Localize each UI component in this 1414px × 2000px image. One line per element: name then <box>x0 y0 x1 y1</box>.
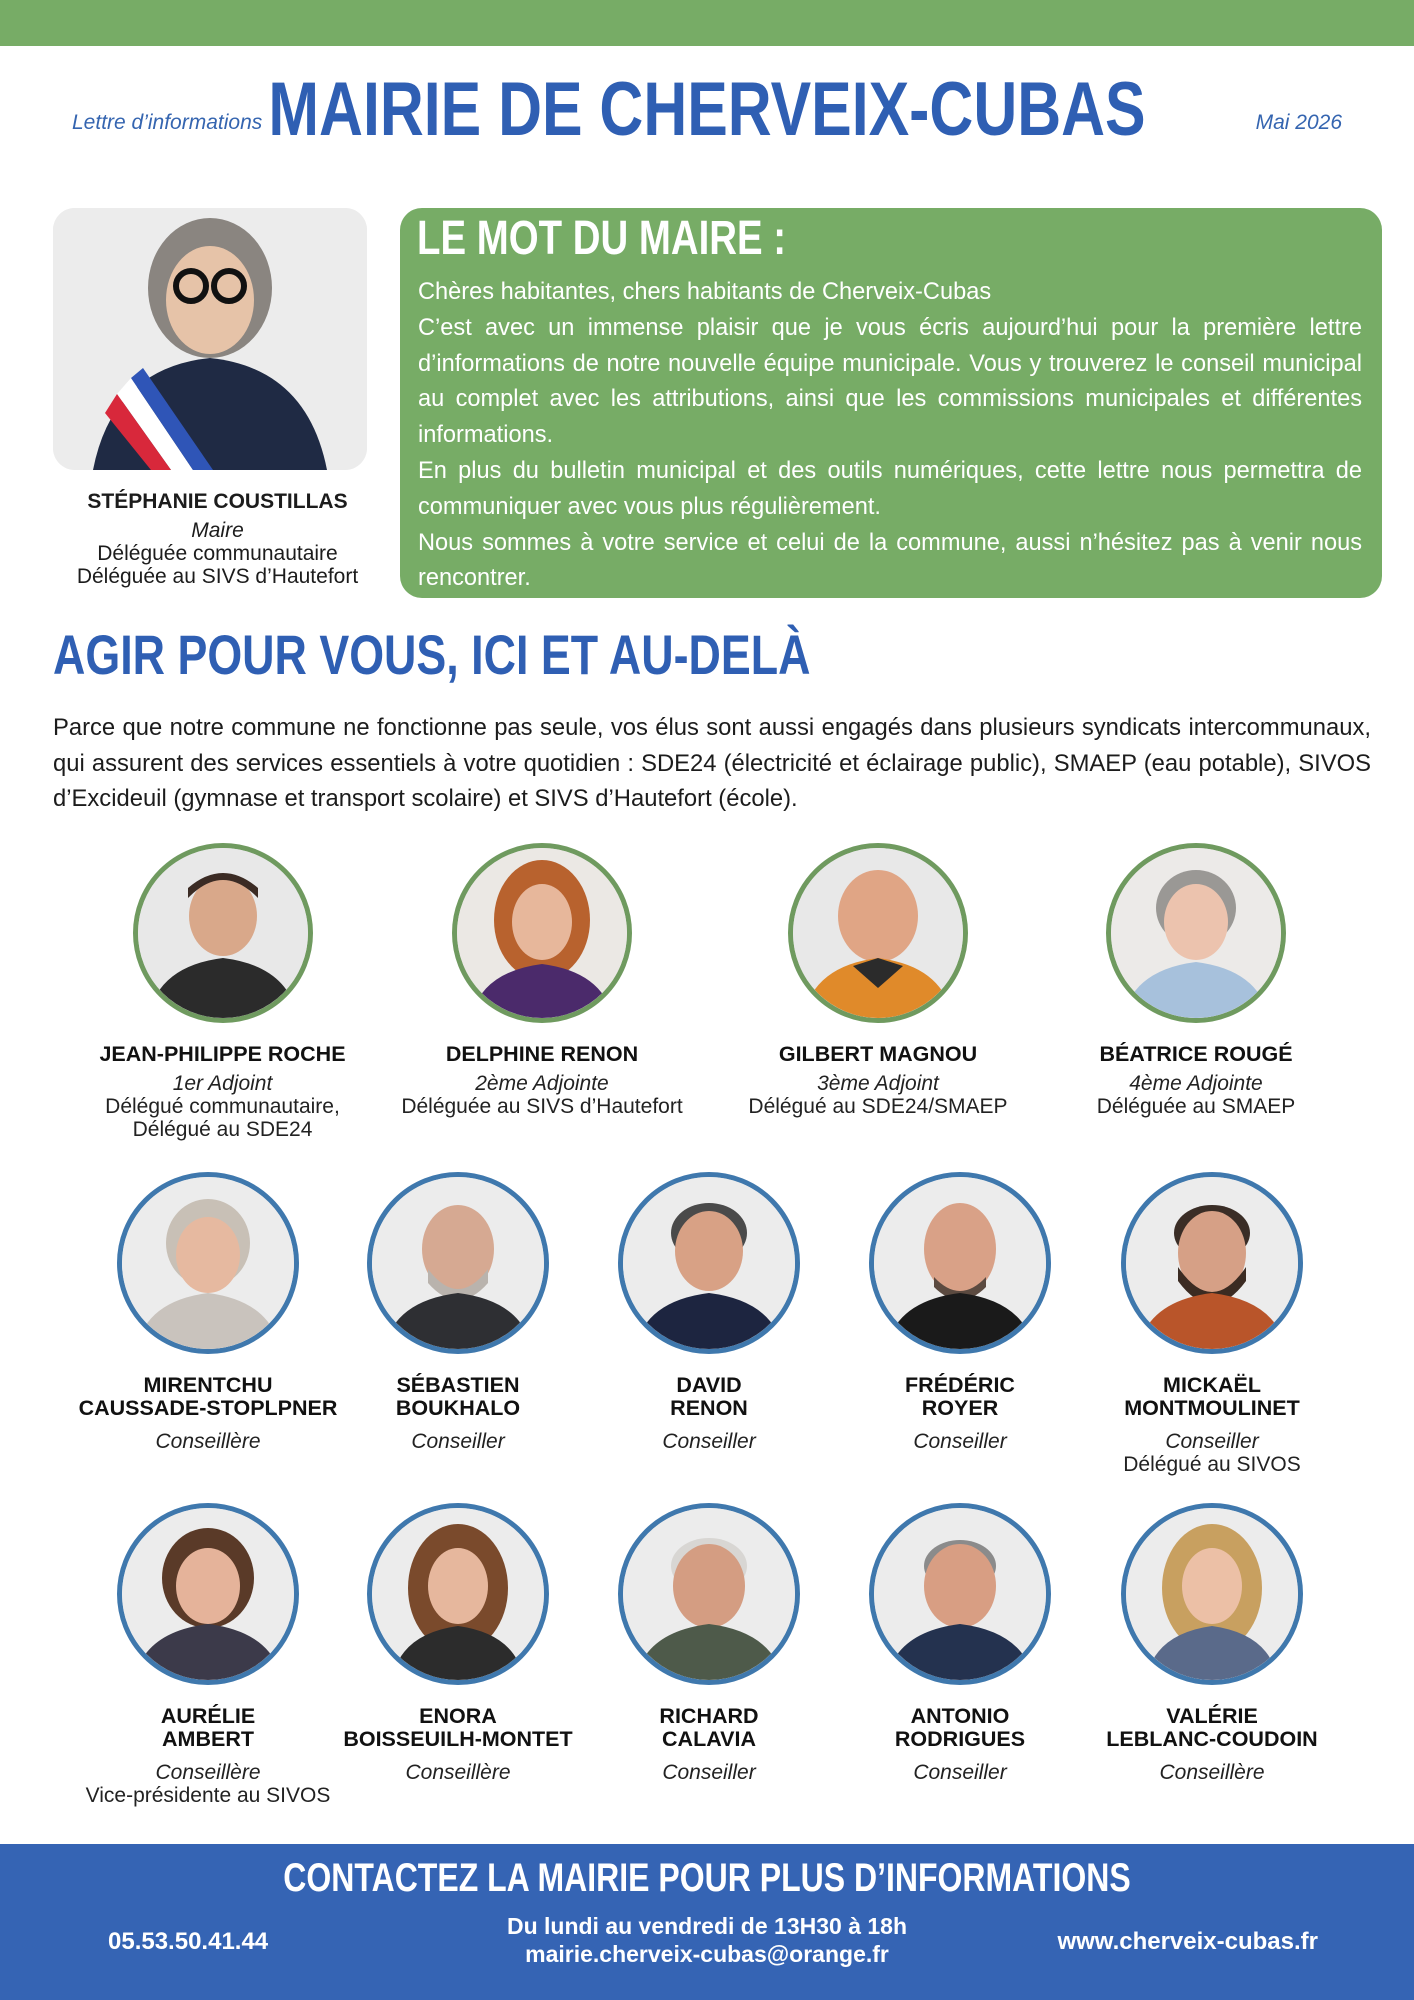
portrait-icon <box>874 1177 1046 1349</box>
member-name <box>1062 1705 1362 1751</box>
member-last-name: CAUSSADE-STOPLPNER <box>78 1396 338 1420</box>
member-card <box>1062 1503 1362 1784</box>
member-last-name: BOISSEUILH-MONTET <box>343 1727 573 1751</box>
member-last-name: RODRIGUES <box>894 1727 1026 1751</box>
member-role-title: 3ème Adjoint <box>817 1072 939 1095</box>
member-photo <box>452 843 632 1023</box>
member-first-name: ANTONIO <box>910 1704 1010 1728</box>
member-name: GILBERT MAGNOU <box>778 1042 978 1066</box>
website-link[interactable]: www.cherveix-cubas.fr <box>1057 1928 1318 1955</box>
member-role <box>1062 1761 1362 1784</box>
member-role-title: Conseillère <box>1159 1761 1265 1784</box>
mayor-message-line: Chères habitantes, chers habitants de Cherveix-Cubas <box>418 279 992 305</box>
member-photo <box>117 1172 299 1354</box>
portrait-icon <box>138 848 308 1018</box>
mayor-photo <box>53 208 367 470</box>
issue-date: Mai 2026 <box>1255 111 1342 134</box>
member-card <box>1062 1172 1362 1476</box>
member-first-name: VALÉRIE <box>1166 1704 1258 1728</box>
portrait-icon <box>793 848 963 1018</box>
member-role-line: Déléguée au SMAEP <box>1096 1095 1296 1118</box>
member-name <box>1062 1374 1362 1420</box>
member-last-name: AMBERT <box>162 1727 254 1751</box>
member-photo <box>117 1503 299 1685</box>
member-last-name: MONTMOULINET <box>1124 1396 1300 1420</box>
portrait-icon <box>457 848 627 1018</box>
member-role-title: 1er Adjoint <box>172 1072 273 1095</box>
member-role-title: Conseillère <box>405 1761 511 1784</box>
member-card <box>65 843 380 1141</box>
member-name: BÉATRICE ROUGÉ <box>1099 1042 1293 1066</box>
member-role-title: Conseillère <box>155 1761 261 1784</box>
member-photo <box>788 843 968 1023</box>
member-first-name: AURÉLIE <box>160 1704 256 1728</box>
member-first-name: SÉBASTIEN <box>396 1373 520 1397</box>
member-card <box>1036 843 1356 1118</box>
member-first-name: MIRENTCHU <box>143 1373 273 1397</box>
member-last-name: BOUKHALO <box>395 1396 521 1420</box>
portrait-icon <box>1111 848 1281 1018</box>
member-role-line: Vice-présidente au SIVOS <box>85 1784 331 1807</box>
member-role-line: Déléguée au SIVS d’Hautefort <box>401 1095 683 1118</box>
member-role <box>1036 1072 1356 1118</box>
member-photo <box>869 1503 1051 1685</box>
phone-number[interactable]: 05.53.50.41.44 <box>108 1928 269 1955</box>
member-photo <box>1121 1503 1303 1685</box>
member-role-title: Conseiller <box>662 1430 756 1453</box>
mayor-message-title: LE MOT DU MAIRE : <box>417 212 787 265</box>
member-last-name: ROYER <box>921 1396 999 1420</box>
portrait-icon <box>1126 1177 1298 1349</box>
member-role-line: Délégué communautaire, <box>105 1095 340 1118</box>
member-card <box>382 843 702 1118</box>
member-first-name: ENORA <box>419 1704 497 1728</box>
member-first-name: RICHARD <box>659 1704 759 1728</box>
member-role <box>382 1072 702 1118</box>
page-title: MAIRIE DE CHERVEIX-CUBAS <box>268 67 1146 152</box>
mayor-role-line: Déléguée communautaire <box>97 542 338 565</box>
member-last-name: CALAVIA <box>662 1727 756 1751</box>
member-role-title: Conseillère <box>155 1430 261 1453</box>
portrait-icon <box>623 1177 795 1349</box>
member-photo <box>869 1172 1051 1354</box>
email-link[interactable]: mairie.cherveix-cubas@orange.fr <box>525 1941 889 1967</box>
section-title-agir: AGIR POUR VOUS, ICI ET AU-DELÀ <box>53 623 811 686</box>
member-photo <box>1106 843 1286 1023</box>
portrait-icon <box>122 1508 294 1680</box>
member-role-title: 4ème Adjointe <box>1129 1072 1263 1095</box>
member-role-line: Délégué au SDE24 <box>132 1118 313 1141</box>
member-role-title: Conseiller <box>662 1761 756 1784</box>
member-card <box>718 843 1038 1118</box>
member-role-title: Conseiller <box>913 1761 1007 1784</box>
mayor-role-line: Déléguée au SIVS d’Hautefort <box>76 565 359 588</box>
section-text-agir: Parce que notre commune ne fonctionne pas seule, vos élus sont aussi engagés dans plusieurs syndicats intercommunaux, qui assurent des services essentiels à votre quotidien : SDE24 (électricité et éclairage public), SMAEP (eau potable), SIVOS d’Excideuil (gymnase et transport scolaire) et SIVS d’Hautefort (école). <box>53 714 1371 812</box>
portrait-icon <box>372 1177 544 1349</box>
member-role-title: Conseiller <box>913 1430 1007 1453</box>
member-first-name: DAVID <box>676 1373 742 1397</box>
member-role-title: 2ème Adjointe <box>475 1072 609 1095</box>
member-photo <box>618 1503 800 1685</box>
mayor-roles <box>30 519 405 588</box>
member-name: DELPHINE RENON <box>445 1042 639 1066</box>
member-last-name: RENON <box>670 1396 748 1420</box>
opening-hours: Du lundi au vendredi de 13H30 à 18h <box>506 1913 908 1939</box>
footer-title: CONTACTEZ LA MAIRIE POUR PLUS D’INFORMATIONS <box>283 1856 1131 1900</box>
portrait-icon <box>122 1177 294 1349</box>
member-photo <box>1121 1172 1303 1354</box>
mayor-message-line: Nous sommes à votre service et celui de la commune, aussi n’hésitez pas à venir nous rencontrer. <box>418 529 1362 592</box>
mayor-portrait-icon <box>53 208 367 470</box>
newsletter-label: Lettre d’informations <box>72 111 263 134</box>
mayor-message-line: C’est avec un immense plaisir que je vous écris aujourd’hui pour la première lettre d’informations de notre nouvelle équipe municipale. Vous y trouverez le conseil municipal au complet avec les attributions, ainsi que les commissions municipales et différentes informations. <box>418 314 1362 449</box>
member-role <box>1062 1430 1362 1476</box>
member-photo <box>367 1172 549 1354</box>
member-photo <box>133 843 313 1023</box>
member-role-line: Délégué au SIVOS <box>1123 1453 1301 1476</box>
member-photo <box>367 1503 549 1685</box>
portrait-icon <box>1126 1508 1298 1680</box>
member-photo <box>618 1172 800 1354</box>
member-name: JEAN-PHILIPPE ROCHE <box>99 1042 346 1066</box>
member-role-title: Conseiller <box>411 1430 505 1453</box>
mayor-name: STÉPHANIE COUSTILLAS <box>87 490 348 513</box>
portrait-icon <box>623 1508 795 1680</box>
member-role <box>65 1072 380 1141</box>
member-first-name: MICKAËL <box>1163 1373 1261 1397</box>
mayor-role-title: Maire <box>191 519 244 542</box>
member-first-name: FRÉDÉRIC <box>905 1373 1015 1397</box>
portrait-icon <box>372 1508 544 1680</box>
portrait-icon <box>874 1508 1046 1680</box>
member-role <box>718 1072 1038 1118</box>
top-green-bar <box>0 0 1414 46</box>
member-last-name: LEBLANC-COUDOIN <box>1106 1727 1318 1751</box>
member-role-title: Conseiller <box>1165 1430 1259 1453</box>
mayor-message-line: En plus du bulletin municipal et des outils numériques, cette lettre nous permettra de communiquer avec vous plus régulièrement. <box>418 457 1362 520</box>
mayor-message-text <box>418 275 1362 597</box>
member-role-line: Délégué au SDE24/SMAEP <box>748 1095 1008 1118</box>
